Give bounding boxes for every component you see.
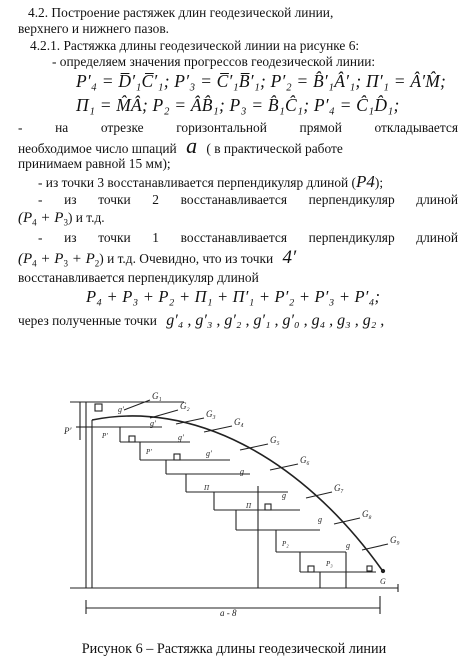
text-span: );: [374, 175, 384, 190]
formula-text: П₁ = M̂Â; P₂ = ÂB̂₁; P₃ = B̂₁Ĉ₁; P′₄ = Ĉ₁D̂₁;: [76, 95, 400, 115]
svg-text:g: g: [318, 515, 322, 524]
point-4-prime: 4′: [282, 247, 297, 268]
expr-part: + P: [36, 251, 64, 267]
svg-text:П: П: [204, 484, 210, 492]
svg-text:g: g: [346, 541, 350, 550]
g-label: G₂: [180, 401, 190, 411]
paragraph-line: - из точки 2 восстанавливается перпендикуляр длиной: [38, 192, 458, 207]
svg-text:P₂: P₂: [282, 540, 289, 548]
svg-text:g′: g′: [118, 405, 124, 414]
g-label: G₁: [152, 391, 162, 401]
text-span: необходимое число шпаций: [18, 141, 177, 156]
expr-part: (P: [18, 210, 33, 226]
formula-text: P′₄ = D̅′₁C̅′₁; P′₃ = C̅′₁B̅′₁; P′₂ = B̂′₁Â′₁; П′₁ = Â′M̂;: [76, 71, 447, 91]
svg-text:P₃: P₃: [326, 560, 333, 568]
paragraph-line: - определяем значения прогрессов геодезической линии:: [52, 54, 376, 69]
g-label: G₅: [270, 435, 280, 445]
svg-text:P′: P′: [102, 432, 108, 440]
variable-p4: P4: [356, 172, 375, 191]
text-span: ) и т.д.: [67, 210, 105, 225]
text-span: - из точки 3 восстанавливается перпендикуляр длиной (: [38, 175, 357, 190]
paragraph-line: принимаем равной 15 мм);: [18, 156, 171, 171]
g-label: G₈: [362, 509, 372, 519]
paragraph-line: - из точки 1 восстанавливается перпендикуляр длиной: [38, 230, 458, 245]
expr-part: (P: [18, 251, 33, 267]
dimension-label: a - 8: [220, 608, 237, 618]
text-span: ) и т.д. Очевидно, что из точки: [99, 251, 274, 266]
g-label: G₇: [334, 483, 344, 493]
section-heading-cont: верхнего и нижнего пазов.: [18, 21, 169, 36]
paragraph-line: $(P_4 + P_3 + P_2)$ и т.д. Очевидно, что из точки 4′: [18, 247, 297, 269]
paragraph-line: - на отрезке горизонтальной прямой откладывается: [18, 120, 458, 135]
g-label: G₆: [300, 455, 310, 465]
variable-a: a: [186, 133, 198, 158]
text-span: через полученные точки: [18, 313, 157, 328]
paragraph-line: восстанавливается перпендикуляр длиной: [18, 270, 259, 285]
g-label: G₄: [234, 417, 244, 427]
svg-text:G: G: [380, 577, 386, 586]
subsection-heading: 4.2.1. Растяжка длины геодезической линии на рисунке 6:: [30, 38, 360, 53]
svg-text:g′: g′: [206, 449, 212, 458]
expr-part: + P: [36, 210, 64, 226]
svg-text:g: g: [240, 467, 244, 476]
svg-text:П: П: [246, 502, 252, 510]
section-heading: 4.2. Построение растяжек длин геодезической линии,: [28, 5, 334, 20]
svg-text:P′: P′: [146, 448, 152, 456]
g-label: G₃: [206, 409, 216, 419]
svg-text:g′: g′: [178, 433, 184, 442]
text-span: ( в практической работе: [206, 141, 343, 156]
g-label: G₉: [390, 535, 400, 545]
formula-text: P₄ + P₃ + P₂ + П₁ + П′₁ + P′₂ + P′₃ + P′₄;: [86, 287, 381, 306]
points-list: g′₄ , g′₃ , g′₂ , g′₁ , g′₀ , g₄ , g₃ , g₂ ,: [166, 312, 385, 329]
figure-caption: Рисунок 6 – Растяжка длины геодезической линии: [81, 641, 387, 657]
svg-text:P′: P′: [64, 426, 72, 436]
expr-part: + P: [67, 251, 95, 267]
paragraph-line: $(P_4 + P_3)$ и т.д.: [18, 210, 105, 228]
svg-text:g: g: [282, 491, 286, 500]
svg-text:g′: g′: [150, 419, 156, 428]
